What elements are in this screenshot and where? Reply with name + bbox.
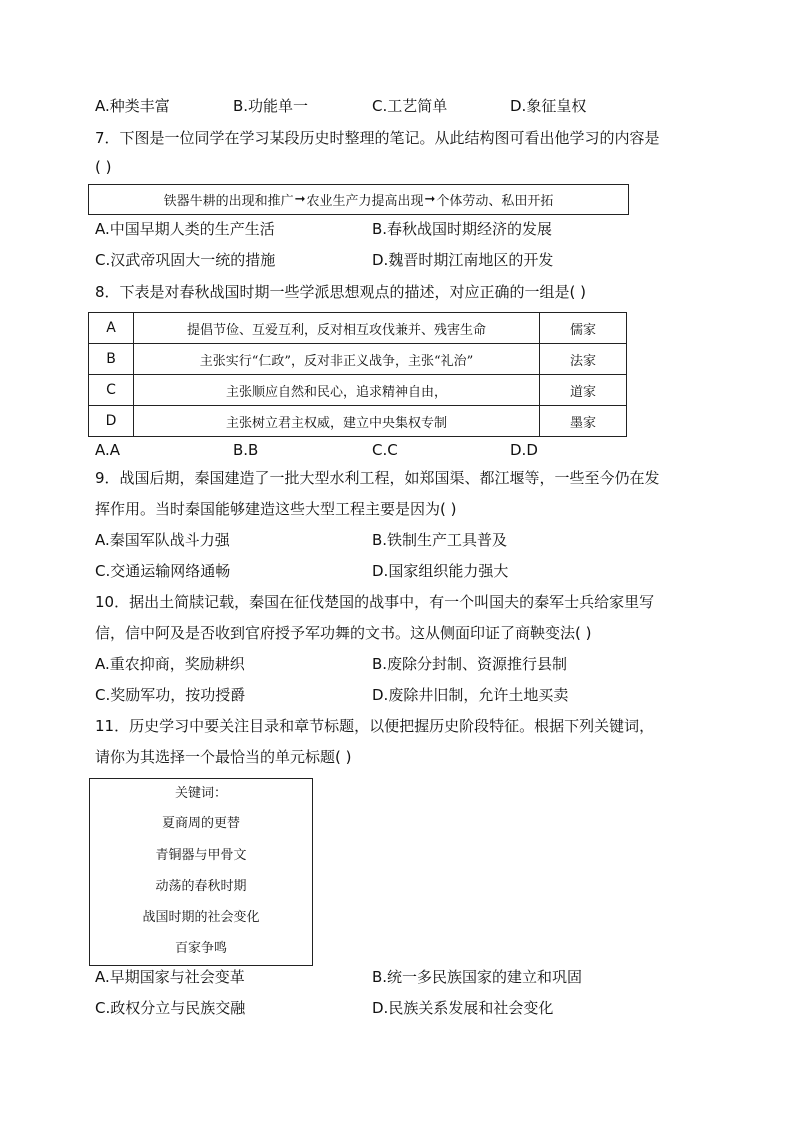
q9-option-a: A.秦国军队战斗力强 — [95, 531, 230, 549]
table-row — [89, 375, 627, 406]
q10-option-c: C.奖励军功，按功授爵 — [95, 686, 246, 704]
row-label: B — [89, 344, 134, 375]
q8-option-c: C.C — [372, 441, 398, 459]
q11-keyword-box — [89, 778, 313, 966]
q8-table — [88, 312, 627, 437]
row-description: 主张树立君主权威，建立中央集权专制 — [134, 406, 540, 437]
q7-stem-line2: ( ) — [95, 158, 112, 176]
row-description: 主张实行“仁政”，反对非正义战争，主张“礼治” — [134, 344, 540, 375]
table-row — [89, 344, 627, 375]
q10-stem-line1: 10．据出土简牍记载，秦国在征伐楚国的战事中，有一个叫国夫的秦军士兵给家里写 — [95, 593, 655, 611]
q11-stem-line2: 请你为其选择一个最恰当的单元标题( ) — [95, 748, 352, 766]
q8-stem: 8．下表是对春秋战国时期一些学派思想观点的描述，对应正确的一组是( ) — [95, 283, 587, 301]
row-label: C — [89, 375, 134, 406]
row-school: 儒家 — [540, 313, 627, 344]
row-label: A — [89, 313, 134, 344]
q7-flow-step-2: 农业生产力提高出现 — [306, 194, 424, 209]
q6-option-c: C.工艺简单 — [372, 97, 448, 115]
q10-option-b: B.废除分封制、资源推行县制 — [372, 655, 568, 673]
row-school: 墨家 — [540, 406, 627, 437]
q7-option-a: A.中国早期人类的生产生活 — [95, 220, 275, 238]
q8-option-b: B.B — [233, 441, 259, 459]
q10-option-a: A.重农抑商，奖励耕织 — [95, 655, 245, 673]
row-school: 法家 — [540, 344, 627, 375]
q6-option-b: B.功能单一 — [233, 97, 309, 115]
row-description: 提倡节俭、互爱互利，反对相互攻伐兼并、残害生命 — [134, 313, 540, 344]
q7-option-c: C.汉武帝巩固大一统的措施 — [95, 251, 276, 269]
row-label: D — [89, 406, 134, 437]
q10-stem-line2: 信，信中阿及是否收到官府授予军功舞的文书。这从侧面印证了商鞅变法( ) — [95, 624, 592, 642]
keyword-item: 百家争鸣 — [174, 941, 227, 956]
q7-flow-step-3: 个体劳动、私田开拓 — [436, 194, 554, 209]
q11-stem-line1: 11．历史学习中要关注目录和章节标题，以便把握历史阶段特征。根据下列关键词， — [95, 717, 655, 735]
q9-stem-line1: 9．战国后期，秦国建造了一批大型水利工程，如郑国渠、都江堰等，一些至今仍在发 — [95, 469, 660, 487]
keyword-item: 动荡的春秋时期 — [155, 879, 247, 894]
q9-option-b: B.铁制生产工具普及 — [372, 531, 508, 549]
q6-option-a: A.种类丰富 — [95, 97, 170, 115]
q8-option-a: A.A — [95, 441, 121, 459]
arrow-right-icon: ➞ — [294, 192, 306, 207]
arrow-right-icon: ➞ — [424, 192, 436, 207]
keywords-title: 关键词： — [174, 786, 227, 801]
table-row — [89, 313, 627, 344]
q8-option-d: D.D — [510, 441, 538, 459]
q11-option-b: B.统一多民族国家的建立和巩固 — [372, 968, 583, 986]
q11-option-c: C.政权分立与民族交融 — [95, 999, 246, 1017]
q9-option-c: C.交通运输网络通畅 — [95, 562, 231, 580]
row-description: 主张顺应自然和民心，追求精神自由， — [134, 375, 540, 406]
keyword-item: 青铜器与甲骨文 — [155, 848, 247, 863]
table-row — [89, 406, 627, 437]
q6-option-d: D.象征皇权 — [510, 97, 587, 115]
q9-stem-line2: 挥作用。当时秦国能够建造这些大型工程主要是因为( ) — [95, 500, 457, 518]
q9-option-d: D.国家组织能力强大 — [372, 562, 509, 580]
q7-stem-line1: 7．下图是一位同学在学习某段历史时整理的笔记。从此结构图可看出他学习的内容是 — [95, 129, 660, 147]
q7-option-d: D.魏晋时期江南地区的开发 — [372, 251, 554, 269]
row-school: 道家 — [540, 375, 627, 406]
keyword-item: 夏商周的更替 — [161, 816, 240, 831]
keyword-item: 战国时期的社会变化 — [142, 910, 260, 925]
q11-option-d: D.民族关系发展和社会变化 — [372, 999, 554, 1017]
q7-flow-step-1: 铁器牛耕的出现和推广 — [163, 194, 294, 209]
q10-option-d: D.废除井旧制，允许土地买卖 — [372, 686, 569, 704]
q11-option-a: A.早期国家与社会变革 — [95, 968, 245, 986]
q7-flow-box — [88, 184, 629, 215]
q7-option-b: B.春秋战国时期经济的发展 — [372, 220, 553, 238]
